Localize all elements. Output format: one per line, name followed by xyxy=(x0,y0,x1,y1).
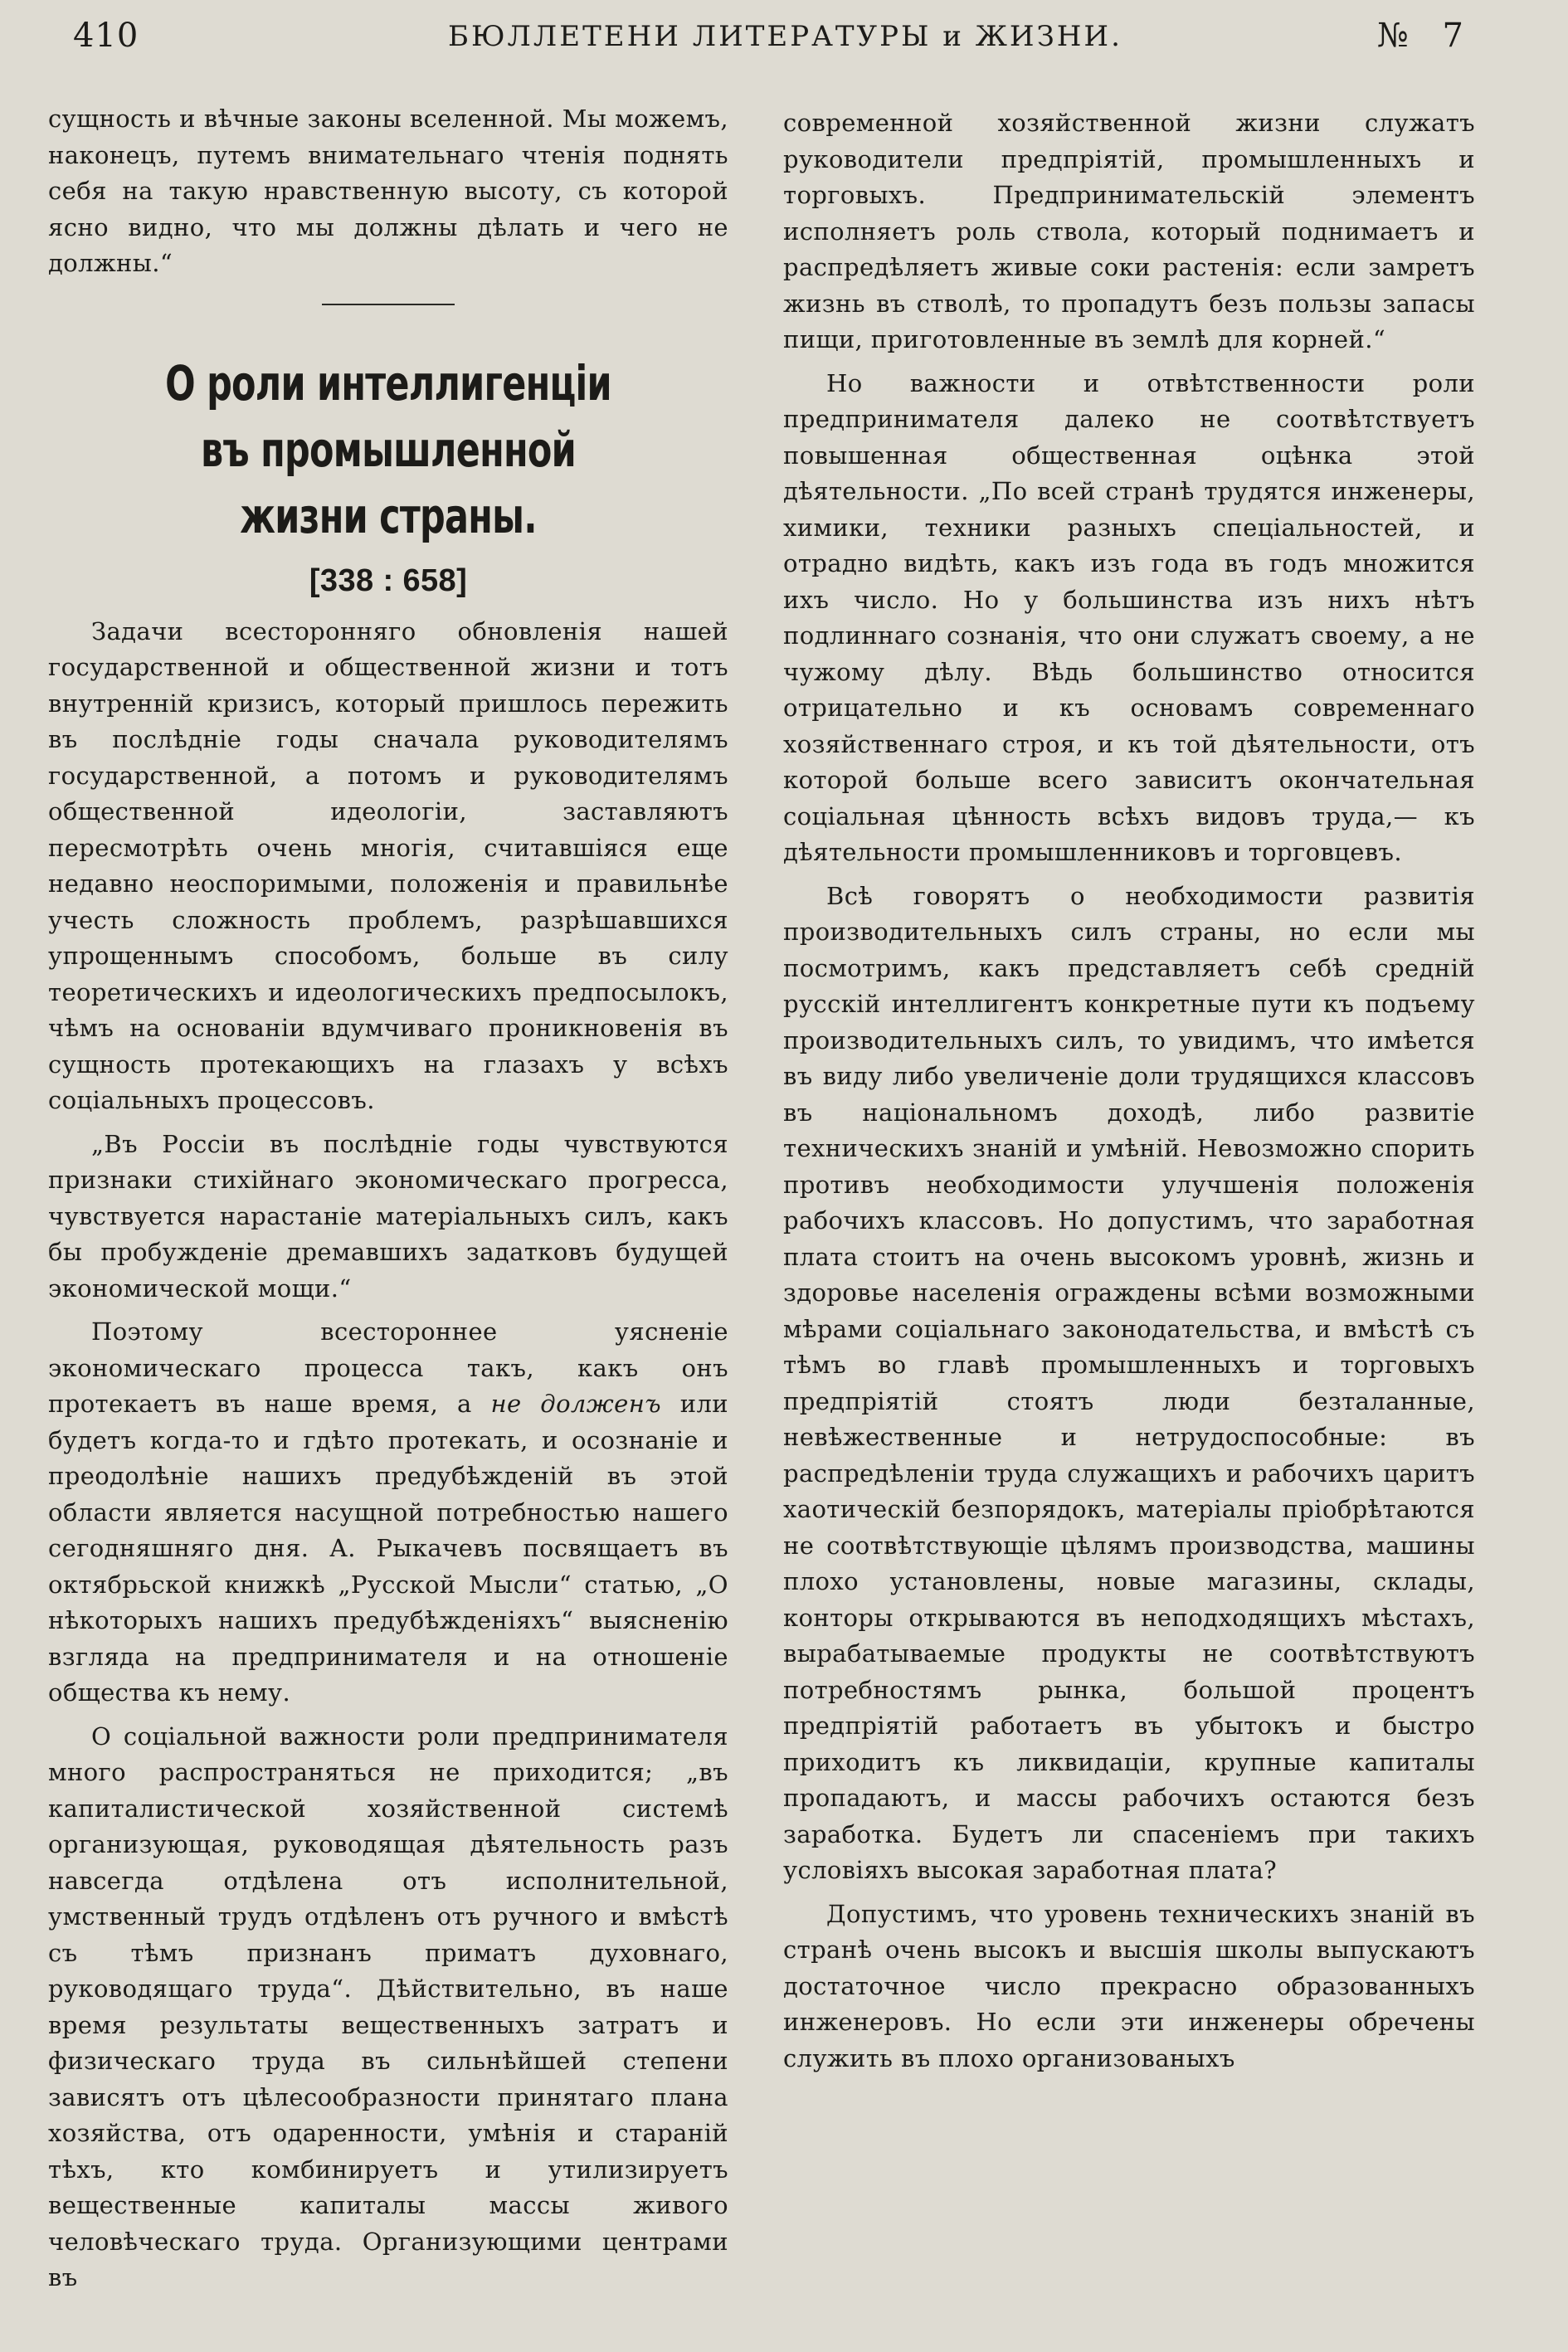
article-title: О роли интеллигенціи въ промышленной жизни страны. xyxy=(165,354,611,544)
section-divider xyxy=(322,304,455,305)
article-paragraph: Допустимъ, что уровень техническихъ знаній въ странѣ очень высокъ и высшія школы выпускаютъ достаточное число прекрасно образованныхъ инженеровъ. Но если эти инженеры обречены служить въ плохо организованыхъ xyxy=(783,1899,1475,2072)
article-paragraph: Но важности и отвѣтственности роли предпринимателя далеко не соотвѣтствуетъ повышенная общественная оцѣнка этой дѣятельности. „По всей странѣ трудятся инженеры, химики, техники разныхъ спеціальностей, и отрадно видѣть, какъ изъ года въ годъ множится ихъ число. Но у большинства изъ нихъ нѣтъ подлиннаго сознанія, что они служатъ своему, а не чужому дѣлу. Вѣдь большинство относится отрицательно и къ основамъ современнаго хозяйственнаго строя, и къ той дѣятельности, отъ которой больше всего зависитъ окончательная соціальная цѣнность всѣхъ видовъ труда,— къ дѣятельности промышленниковъ и торговцевъ. xyxy=(783,368,1475,866)
left-column xyxy=(48,101,728,2296)
article-classification-code: [338 : 658] xyxy=(309,562,468,598)
article-paragraph: Задачи всесторонняго обновленія нашей государственной и общественной жизни и тотъ внутренній кризисъ, который пришлось пережить въ послѣдніе годы сначала руководителямъ государственной, а потомъ и руководителямъ общественной идеологіи, заставляютъ пересмотрѣть очень многія, считавшіяся еще недавно неоспоримыми, положенія и правильнѣе учесть сложность проблемъ, разрѣшавшихся упрощеннымъ способомъ, больше въ силу теоретическихъ и идеологическихъ предпосылокъ, чѣмъ на основаніи вдумчиваго проникновенія въ сущность протекающихъ на глазахъ у всѣхъ соціальныхъ процессовъ. xyxy=(48,616,728,1114)
article-paragraph: современной хозяйственной жизни служатъ руководители предпріятій, промышленныхъ и торговыхъ. Предпринимательскій элементъ исполняетъ роль ствола, который поднимаетъ и распредѣляетъ живые соки растенія: если замретъ жизнь въ стволѣ, то пропадутъ безъ пользы запасы пищи, приготовленные въ землѣ для корней.“ xyxy=(783,109,1475,353)
paragraph-text: Поэтому всестороннее уясненіе экономическаго процесса такъ, какъ онъ протекаетъ въ наше время, а xyxy=(48,1317,728,1418)
journal-title: БЮЛЛЕТЕНИ ЛИТЕРАТУРЫ и ЖИЗНИ. xyxy=(448,20,1122,53)
right-column xyxy=(783,105,1475,2077)
running-header xyxy=(0,0,1568,60)
article-paragraph: „Въ Россіи въ послѣдніе годы чувствуются признаки стихійнаго экономическаго прогресса, чувствуется нарастаніе матеріальныхъ силъ, какъ бы пробужденіе дремавшихъ задатковъ будущей экономической мощи.“ xyxy=(48,1129,728,1303)
paragraph-text: или будетъ когда-то и гдѣто протекать, и осознаніе и преодолѣніе нашихъ предубѣжденій въ этой области является насущной потребностью нашего сегодняшняго дня. А. Рыкачевъ посвящаетъ въ октябрьской книжкѣ „Русской Мысли“ статью, „О нѣкоторыхъ нашихъ предубѣжденіяхъ“ выясненію взгляда на предпринимателя и на отношеніе общества къ нему. xyxy=(48,1390,728,1707)
issue-number: № 7 xyxy=(1376,17,1475,55)
page-number: 410 xyxy=(73,17,139,55)
article-paragraph xyxy=(48,1314,728,1712)
italic-emphasis: не долженъ xyxy=(490,1390,661,1418)
article-paragraph: О соціальной важности роли предпринимателя много распространяться не приходится; „въ капиталистической хозяйственной системѣ организующая, руководящая дѣятельность разъ навсегда отдѣлена отъ исполнительной, умственный трудъ отдѣленъ отъ ручного и вмѣстѣ съ тѣмъ признанъ приматъ духовнаго, руководящаго труда“. Дѣйствительно, въ наше время результаты вещественныхъ затратъ и физическаго труда въ сильнѣйшей степени зависятъ отъ цѣлесообразности принятаго плана хозяйства, отъ одаренности, умѣнія и стараній тѣхъ, кто комбинируетъ и утилизируетъ вещественные капиталы массы живого человѣческаго труда. Организующими центрами въ xyxy=(48,1721,728,2291)
quote-continuation: сущность и вѣчные законы вселенной. Мы можемъ, наконецъ, путемъ внимательнаго чтенія поднять себя на такую нравственную высоту, съ которой ясно видно, что мы должны дѣлать и чего не должны.“ xyxy=(48,105,728,277)
article-paragraph: Всѣ говорятъ о необходимости развитія производительныхъ силъ страны, но если мы посмотримъ, какъ представляетъ себѣ средній русскій интеллигентъ конкретные пути къ подъему производительныхъ силъ, то увидимъ, что имѣется въ виду либо увеличеніе доли трудящихся классовъ въ національномъ доходѣ, либо развитіе техническихъ знаній и умѣній. Невозможно спорить противъ необходимости улучшенія положенія рабочихъ классовъ. Но допустимъ, что заработная плата стоитъ на очень высокомъ уровнѣ, жизнь и здоровье населенія ограждены всѣми возможными мѣрами соціальнаго законодательства, и вмѣстѣ съ тѣмъ во главѣ промышленныхъ и торговыхъ предпріятій стоятъ люди безталанные, невѣжественные и нетрудоспособные: въ распредѣленіи труда служащихъ и рабочихъ царитъ хаотическій безпорядокъ, матеріалы пріобрѣтаются не соотвѣтствующіе цѣлямъ производства, машины плохо установлены, новые магазины, склады, конторы открываются въ неподходящихъ мѣстахъ, вырабатываемые продукты не соотвѣтствуютъ потребностямъ рынка, большой процентъ предпріятій работаетъ въ убытокъ и быстро приходитъ къ ликвидаціи, крупные капиталы пропадаютъ, и массы рабочихъ остаются безъ заработка. Будетъ ли спасеніемъ при такихъ условіяхъ высокая заработная плата? xyxy=(783,881,1475,1884)
